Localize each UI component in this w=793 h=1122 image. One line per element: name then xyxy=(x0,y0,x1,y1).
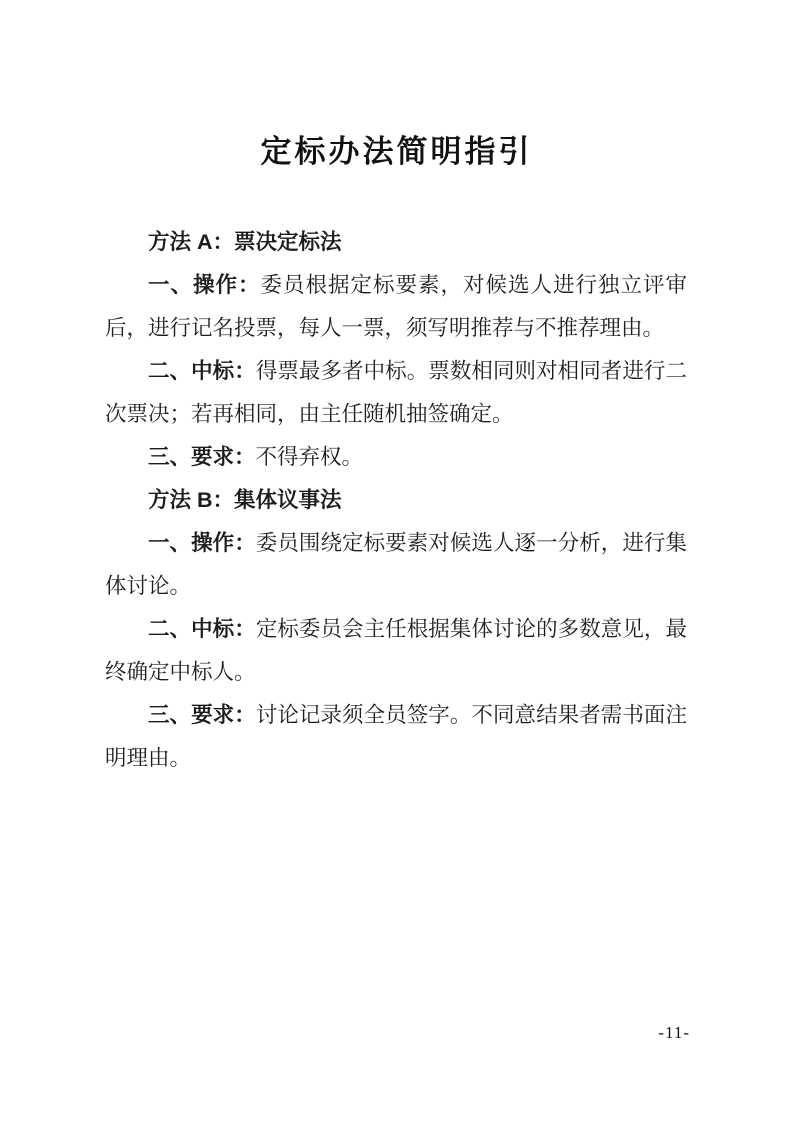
paragraph-method-a-operation xyxy=(105,264,687,350)
paragraph-label: 三、要求： xyxy=(148,445,256,469)
paragraph-text: 讨论记录须全员签字。不同意结果者需书面注明理由。 xyxy=(105,703,687,770)
paragraph-label: 二、中标： xyxy=(148,617,256,641)
page-number: -11- xyxy=(658,1023,690,1042)
paragraph-label: 一、操作： xyxy=(148,531,256,555)
page-title: 定标办法简明指引 xyxy=(260,134,533,170)
paragraph-text: 定标委员会主任根据集体讨论的多数意见，最终确定中标人。 xyxy=(105,617,687,684)
section-heading-method-b: 方法 B：集体议事法 xyxy=(148,488,342,512)
document-body xyxy=(0,221,793,780)
paragraph-label: 一、操作： xyxy=(148,273,261,297)
paragraph-method-b-requirement xyxy=(105,694,687,780)
paragraph-method-b-operation xyxy=(105,522,687,608)
paragraph-label: 二、中标： xyxy=(148,359,256,383)
section-heading-method-a: 方法 A：票决定标法 xyxy=(148,230,342,254)
paragraph-method-a-award xyxy=(105,350,687,436)
paragraph-label: 三、要求： xyxy=(148,703,256,727)
paragraph-text: 得票最多者中标。票数相同则对相同者进行二次票决；若再相同，由主任随机抽签确定。 xyxy=(105,359,687,426)
paragraph-method-b-award xyxy=(105,608,687,694)
paragraph-text: 委员围绕定标要素对候选人逐一分析，进行集体讨论。 xyxy=(105,531,687,598)
paragraph-text: 不得弃权。 xyxy=(255,445,364,469)
paragraph-method-a-requirement xyxy=(105,436,687,479)
paragraph-text: 委员根据定标要素，对候选人进行独立评审后，进行记名投票，每人一票，须写明推荐与不推荐理由。 xyxy=(105,273,687,340)
